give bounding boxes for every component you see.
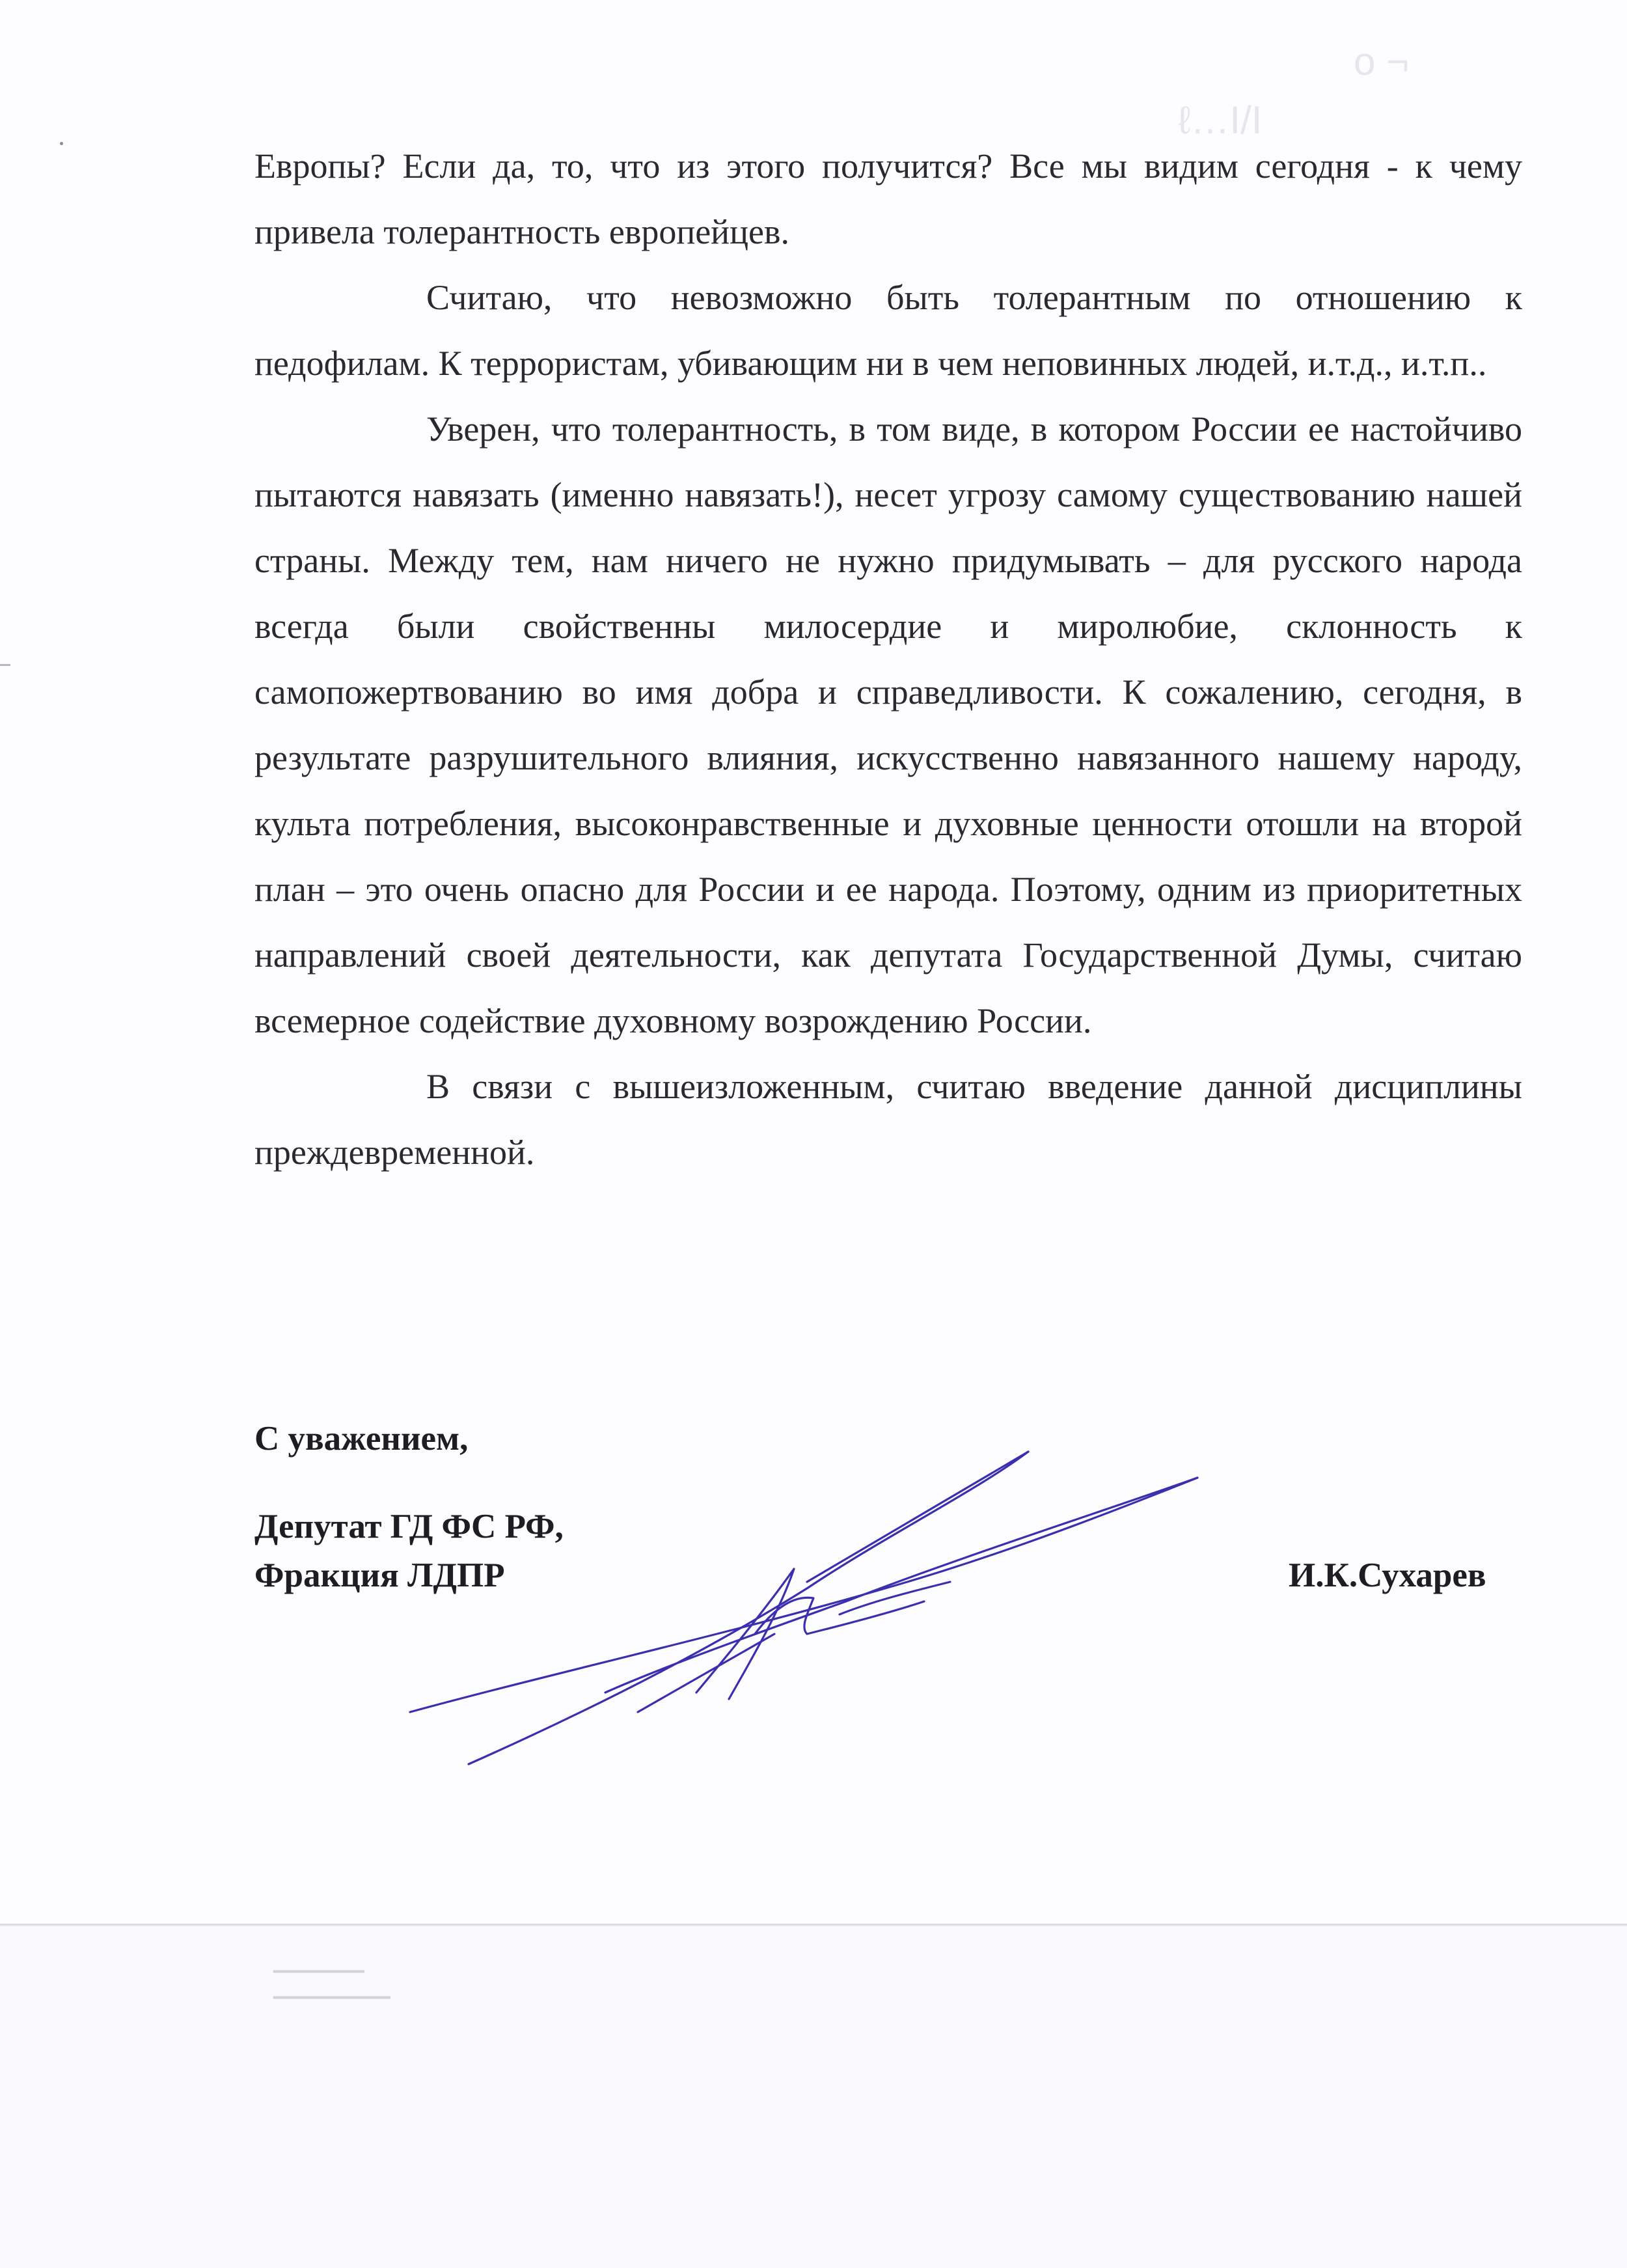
body-paragraph-2: Считаю, что невозможно быть толерантным по отношению к педофилам. К террористам, убивающим ни в чем неповинных людей, и.т.д., и.т.п.. [254, 278, 1522, 383]
body-paragraph-4: В связи с вышеизложенным, считаю введение данной дисциплины преждевременной. [254, 1067, 1522, 1172]
body-paragraph-1: Европы? Если да, то, что из этого получится? Все мы видим сегодня - к чему привела толерантность европейцев. [254, 146, 1522, 251]
show-through-print: ▁▁▁▁▁▁▁▁▁ [273, 1979, 390, 1998]
body-paragraph-3: Уверен, что толерантность, в том виде, в котором России ее настойчиво пытаются навязать (именно навязать!), несет угрозу самому существованию нашей страны. Между тем, нам ничего не нужно придумывать – для русского народа всегда были свойственны милосердие и миролюбие, склонность к самопожертвованию во имя добра и справедливости. К сожалению, сегодня, в результате разрушительного влияния, искусственно навязанного нашему народу, культа потребления, высоконравственные и духовные ценности отошли на второй план – это очень опасно для России и ее народа. Поэтому, одним из приоритетных направлений своей деятельности, как депутата Государственной Думы, считаю всемерное содействие духовному возрождению России. [254, 409, 1522, 1040]
margin-mark [0, 664, 10, 666]
show-through-print: ▁▁▁▁▁▁▁ [273, 1953, 364, 1972]
corner-show-through-marks: о ¬ [1354, 40, 1410, 83]
lower-fold-section [0, 1926, 1627, 2268]
signer-position-line-1: Депутат ГД ФС РФ, [254, 1508, 564, 1545]
dust-speck [60, 142, 63, 145]
corner-show-through-marks: ℓ…Ι/Ι [1178, 98, 1263, 142]
closing-salutation: С уважением, [254, 1420, 469, 1458]
signer-name: И.К.Сухарев [1289, 1556, 1486, 1594]
signer-position-line-2: Фракция ЛДПР [254, 1556, 505, 1594]
handwritten-signature [390, 1439, 1237, 1777]
letter-body [254, 133, 1522, 1185]
